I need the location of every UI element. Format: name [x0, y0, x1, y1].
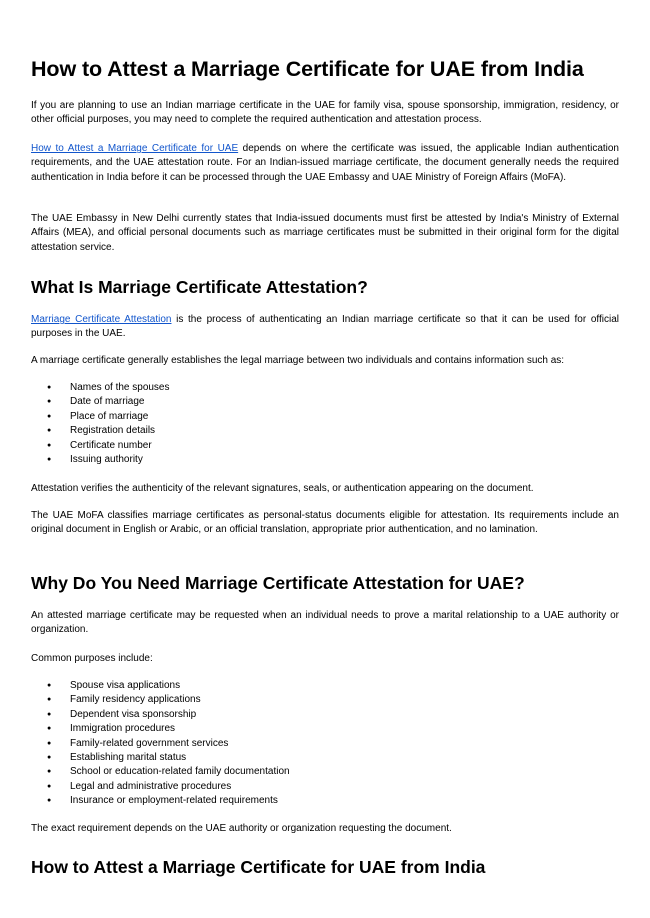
list-item: ● Insurance or employment-related requirements	[31, 794, 290, 808]
certificate-info-list	[31, 381, 170, 467]
section1-paragraph-1-text: is the process of authenticating an Indian marriage certificate so that it can be used for official purposes in the UAE.	[31, 314, 619, 340]
page-title: How to Attest a Marriage Certificate for UAE from India	[31, 57, 584, 81]
intro-paragraph-1: If you are planning to use an Indian marriage certificate in the UAE for family visa, spouse sponsorship, immigration, residency, or other official purposes, you may need to complete the required authentication and attestation process.	[31, 100, 619, 126]
section2-paragraph-3: The exact requirement depends on the UAE authority or organization requesting the document.	[31, 823, 452, 834]
list-item: ● Spouse visa applications	[31, 679, 290, 693]
list-item: ● Establishing marital status	[31, 751, 290, 765]
section-heading-how-to-attest: How to Attest a Marriage Certificate for UAE from India	[31, 857, 486, 877]
list-item: ● Dependent visa sponsorship	[31, 708, 290, 722]
list-item: ● Registration details	[31, 424, 170, 438]
list-item: ● Immigration procedures	[31, 722, 290, 736]
list-item: ● Issuing authority	[31, 453, 170, 467]
marriage-certificate-attestation-link[interactable]: Marriage Certificate Attestation	[31, 314, 172, 325]
intro-paragraph-3: The UAE Embassy in New Delhi currently states that India-issued documents must first be attested by India's Ministry of External Affairs (MEA), and official personal documents such as marriage certificates must be submitted in their original form for the digital attestation service.	[31, 213, 619, 253]
list-item: ● Family-related government services	[31, 737, 290, 751]
section-heading-what-is: What Is Marriage Certificate Attestation?	[31, 277, 368, 297]
section2-paragraph-1: An attested marriage certificate may be requested when an individual needs to prove a marital relationship to a UAE authority or organization.	[31, 610, 619, 636]
list-item: ● Legal and administrative procedures	[31, 780, 290, 794]
section1-paragraph-3: Attestation verifies the authenticity of the relevant signatures, seals, or authentication appearing on the document.	[31, 483, 534, 494]
list-item: ● School or education-related family documentation	[31, 765, 290, 779]
list-item: ● Date of marriage	[31, 395, 170, 409]
list-item: ● Place of marriage	[31, 410, 170, 424]
section2-paragraph-2: Common purposes include:	[31, 653, 153, 664]
section1-paragraph-4: The UAE MoFA classifies marriage certificates as personal-status documents eligible for attestation. Its requirements include an original document in English or Arabic, or an official translation, appropriate prior authentication, and no lamination.	[31, 510, 619, 536]
common-purposes-list	[31, 679, 290, 809]
section1-paragraph-1	[31, 313, 619, 342]
list-item: ● Family residency applications	[31, 693, 290, 707]
list-item: ● Names of the spouses	[31, 381, 170, 395]
intro-paragraph-2	[31, 142, 619, 185]
section-heading-why-need: Why Do You Need Marriage Certificate Attestation for UAE?	[31, 573, 525, 593]
list-item: ● Certificate number	[31, 439, 170, 453]
intro-paragraph-2-text: depends on where the certificate was issued, the applicable Indian authentication requirements, and the UAE attestation route. For an Indian-issued marriage certificate, the document generally needs the required authentication in India before it can be processed through the UAE Embassy and UAE Ministry of Foreign Affairs (MoFA).	[31, 143, 619, 183]
how-to-attest-link[interactable]: How to Attest a Marriage Certificate for UAE	[31, 143, 239, 154]
section1-paragraph-2: A marriage certificate generally establishes the legal marriage between two individuals and contains information such as:	[31, 355, 565, 366]
